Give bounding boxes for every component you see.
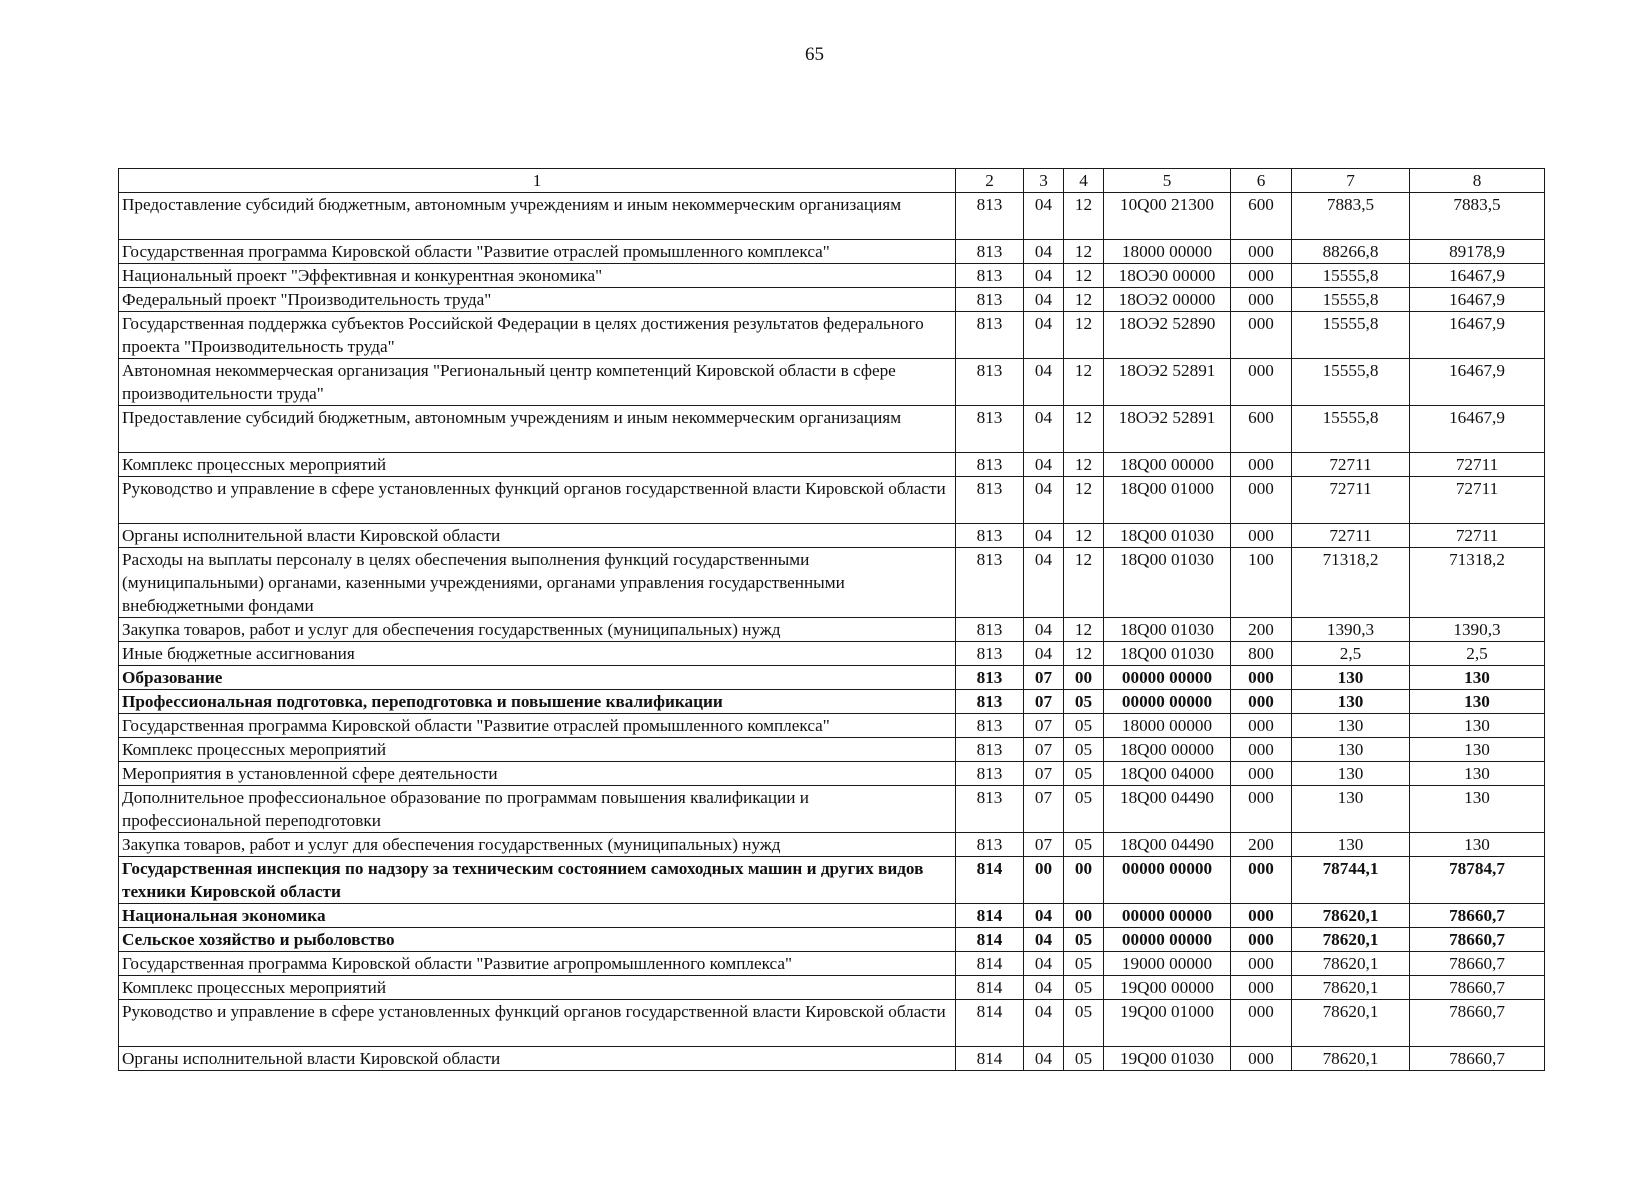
row-expense-type-cell: 000 — [1231, 714, 1292, 738]
table-row — [119, 762, 1545, 786]
row-amount-2-cell: 16467,9 — [1410, 264, 1545, 288]
row-target-article-cell: 00000 00000 — [1104, 928, 1231, 952]
row-name-cell: Государственная инспекция по надзору за техническим состоянием самоходных машин и других видов техники Кировской области — [119, 857, 956, 904]
row-amount-2-cell: 78660,7 — [1410, 1000, 1545, 1047]
row-subsection-cell: 05 — [1064, 762, 1104, 786]
row-target-article-cell: 18000 00000 — [1104, 714, 1231, 738]
row-name-cell: Комплекс процессных мероприятий — [119, 976, 956, 1000]
row-subsection-cell: 12 — [1064, 548, 1104, 618]
row-name-cell: Государственная программа Кировской области "Развитие агропромышленного комплекса" — [119, 952, 956, 976]
row-amount-2-cell: 2,5 — [1410, 642, 1545, 666]
row-name-cell: Предоставление субсидий бюджетным, автономным учреждениям и иным некоммерческим организациям — [119, 406, 956, 453]
row-section-cell: 07 — [1024, 833, 1064, 857]
header-col-8: 8 — [1410, 169, 1545, 193]
row-expense-type-cell: 000 — [1231, 904, 1292, 928]
row-expense-type-cell: 000 — [1231, 288, 1292, 312]
table-row — [119, 714, 1545, 738]
row-target-article-cell: 18Q00 01030 — [1104, 618, 1231, 642]
row-target-article-cell: 18ОЭ2 52891 — [1104, 359, 1231, 406]
row-code-cell: 813 — [956, 618, 1024, 642]
row-amount-1-cell: 71318,2 — [1292, 548, 1410, 618]
row-amount-2-cell: 78660,7 — [1410, 952, 1545, 976]
row-section-cell: 04 — [1024, 904, 1064, 928]
table-row — [119, 952, 1545, 976]
row-target-article-cell: 19Q00 00000 — [1104, 976, 1231, 1000]
row-amount-2-cell: 71318,2 — [1410, 548, 1545, 618]
table-row — [119, 406, 1545, 453]
row-subsection-cell: 12 — [1064, 359, 1104, 406]
row-name-cell: Руководство и управление в сфере установленных функций органов государственной власти Кировской области — [119, 477, 956, 524]
table-row — [119, 193, 1545, 240]
row-code-cell: 813 — [956, 240, 1024, 264]
row-section-cell: 04 — [1024, 359, 1064, 406]
row-target-article-cell: 18Q00 00000 — [1104, 453, 1231, 477]
row-amount-2-cell: 7883,5 — [1410, 193, 1545, 240]
row-code-cell: 814 — [956, 976, 1024, 1000]
row-subsection-cell: 05 — [1064, 833, 1104, 857]
row-target-article-cell: 18Q00 01030 — [1104, 524, 1231, 548]
row-amount-2-cell: 130 — [1410, 833, 1545, 857]
row-expense-type-cell: 200 — [1231, 618, 1292, 642]
row-amount-2-cell: 78660,7 — [1410, 904, 1545, 928]
row-expense-type-cell: 000 — [1231, 786, 1292, 833]
row-amount-2-cell: 72711 — [1410, 524, 1545, 548]
row-subsection-cell: 00 — [1064, 857, 1104, 904]
row-name-cell: Профессиональная подготовка, переподготовка и повышение квалификации — [119, 690, 956, 714]
row-subsection-cell: 05 — [1064, 952, 1104, 976]
row-amount-2-cell: 78660,7 — [1410, 976, 1545, 1000]
row-code-cell: 813 — [956, 312, 1024, 359]
row-name-cell: Автономная некоммерческая организация "Региональный центр компетенций Кировской области в сфере производительности труда" — [119, 359, 956, 406]
table-row — [119, 264, 1545, 288]
row-section-cell: 07 — [1024, 714, 1064, 738]
table-row — [119, 786, 1545, 833]
row-section-cell: 04 — [1024, 618, 1064, 642]
row-expense-type-cell: 000 — [1231, 477, 1292, 524]
row-expense-type-cell: 000 — [1231, 1000, 1292, 1047]
table-row — [119, 548, 1545, 618]
row-section-cell: 04 — [1024, 952, 1064, 976]
table-header-row — [119, 169, 1545, 193]
row-subsection-cell: 12 — [1064, 264, 1104, 288]
row-amount-1-cell: 130 — [1292, 762, 1410, 786]
row-expense-type-cell: 000 — [1231, 762, 1292, 786]
row-expense-type-cell: 000 — [1231, 240, 1292, 264]
table-row — [119, 240, 1545, 264]
row-name-cell: Государственная программа Кировской области "Развитие отраслей промышленного комплекса" — [119, 714, 956, 738]
row-amount-1-cell: 78620,1 — [1292, 952, 1410, 976]
table-row — [119, 618, 1545, 642]
row-amount-2-cell: 130 — [1410, 738, 1545, 762]
row-section-cell: 07 — [1024, 690, 1064, 714]
row-code-cell: 814 — [956, 952, 1024, 976]
row-section-cell: 04 — [1024, 548, 1064, 618]
row-section-cell: 00 — [1024, 857, 1064, 904]
row-expense-type-cell: 000 — [1231, 1047, 1292, 1071]
row-name-cell: Комплекс процессных мероприятий — [119, 738, 956, 762]
row-code-cell: 814 — [956, 1047, 1024, 1071]
table-body — [119, 169, 1545, 1071]
row-expense-type-cell: 100 — [1231, 548, 1292, 618]
row-target-article-cell: 18ОЭ0 00000 — [1104, 264, 1231, 288]
row-amount-1-cell: 88266,8 — [1292, 240, 1410, 264]
row-name-cell: Дополнительное профессиональное образование по программам повышения квалификации и профессиональной переподготовки — [119, 786, 956, 833]
table-row — [119, 1047, 1545, 1071]
row-code-cell: 813 — [956, 193, 1024, 240]
row-target-article-cell: 00000 00000 — [1104, 690, 1231, 714]
row-amount-1-cell: 15555,8 — [1292, 359, 1410, 406]
row-code-cell: 814 — [956, 904, 1024, 928]
table-row — [119, 928, 1545, 952]
row-target-article-cell: 00000 00000 — [1104, 857, 1231, 904]
row-code-cell: 813 — [956, 524, 1024, 548]
row-subsection-cell: 12 — [1064, 193, 1104, 240]
row-name-cell: Органы исполнительной власти Кировской области — [119, 1047, 956, 1071]
row-name-cell: Иные бюджетные ассигнования — [119, 642, 956, 666]
row-subsection-cell: 05 — [1064, 714, 1104, 738]
row-target-article-cell: 18ОЭ2 52891 — [1104, 406, 1231, 453]
row-amount-2-cell: 16467,9 — [1410, 288, 1545, 312]
table-row — [119, 1000, 1545, 1047]
row-expense-type-cell: 600 — [1231, 406, 1292, 453]
row-section-cell: 04 — [1024, 524, 1064, 548]
page-number: 65 — [805, 44, 824, 65]
row-amount-1-cell: 78620,1 — [1292, 928, 1410, 952]
row-amount-1-cell: 130 — [1292, 690, 1410, 714]
row-target-article-cell: 00000 00000 — [1104, 666, 1231, 690]
budget-table — [118, 168, 1545, 1071]
row-amount-2-cell: 72711 — [1410, 453, 1545, 477]
row-section-cell: 04 — [1024, 453, 1064, 477]
row-amount-2-cell: 78660,7 — [1410, 928, 1545, 952]
row-amount-1-cell: 1390,3 — [1292, 618, 1410, 642]
row-amount-1-cell: 15555,8 — [1292, 264, 1410, 288]
row-section-cell: 07 — [1024, 738, 1064, 762]
row-code-cell: 813 — [956, 762, 1024, 786]
row-subsection-cell: 12 — [1064, 477, 1104, 524]
row-code-cell: 814 — [956, 928, 1024, 952]
row-code-cell: 813 — [956, 714, 1024, 738]
row-expense-type-cell: 000 — [1231, 928, 1292, 952]
row-section-cell: 04 — [1024, 477, 1064, 524]
row-amount-1-cell: 130 — [1292, 714, 1410, 738]
table-row — [119, 857, 1545, 904]
row-expense-type-cell: 800 — [1231, 642, 1292, 666]
row-code-cell: 813 — [956, 833, 1024, 857]
row-amount-1-cell: 72711 — [1292, 477, 1410, 524]
row-target-article-cell: 18Q00 01000 — [1104, 477, 1231, 524]
row-expense-type-cell: 000 — [1231, 857, 1292, 904]
row-target-article-cell: 18Q00 04490 — [1104, 833, 1231, 857]
row-section-cell: 07 — [1024, 786, 1064, 833]
row-subsection-cell: 05 — [1064, 690, 1104, 714]
row-subsection-cell: 05 — [1064, 1000, 1104, 1047]
row-amount-1-cell: 2,5 — [1292, 642, 1410, 666]
row-name-cell: Национальная экономика — [119, 904, 956, 928]
row-target-article-cell: 18Q00 01030 — [1104, 642, 1231, 666]
table-row — [119, 833, 1545, 857]
header-col-4: 4 — [1064, 169, 1104, 193]
row-expense-type-cell: 000 — [1231, 666, 1292, 690]
row-amount-1-cell: 130 — [1292, 666, 1410, 690]
row-target-article-cell: 19Q00 01000 — [1104, 1000, 1231, 1047]
row-amount-1-cell: 7883,5 — [1292, 193, 1410, 240]
table-row — [119, 904, 1545, 928]
row-subsection-cell: 12 — [1064, 240, 1104, 264]
row-subsection-cell: 00 — [1064, 904, 1104, 928]
row-expense-type-cell: 000 — [1231, 690, 1292, 714]
row-expense-type-cell: 000 — [1231, 359, 1292, 406]
row-target-article-cell: 18Q00 01030 — [1104, 548, 1231, 618]
row-amount-2-cell: 130 — [1410, 666, 1545, 690]
row-amount-2-cell: 1390,3 — [1410, 618, 1545, 642]
row-code-cell: 813 — [956, 453, 1024, 477]
row-amount-1-cell: 130 — [1292, 833, 1410, 857]
row-subsection-cell: 05 — [1064, 738, 1104, 762]
row-amount-2-cell: 78660,7 — [1410, 1047, 1545, 1071]
row-subsection-cell: 12 — [1064, 406, 1104, 453]
row-amount-2-cell: 16467,9 — [1410, 359, 1545, 406]
row-target-article-cell: 18Q00 04490 — [1104, 786, 1231, 833]
row-amount-2-cell: 78784,7 — [1410, 857, 1545, 904]
row-amount-1-cell: 72711 — [1292, 453, 1410, 477]
row-name-cell: Сельское хозяйство и рыболовство — [119, 928, 956, 952]
row-amount-2-cell: 16467,9 — [1410, 406, 1545, 453]
header-col-6: 6 — [1231, 169, 1292, 193]
row-name-cell: Закупка товаров, работ и услуг для обеспечения государственных (муниципальных) нужд — [119, 618, 956, 642]
row-section-cell: 04 — [1024, 312, 1064, 359]
row-section-cell: 04 — [1024, 928, 1064, 952]
row-code-cell: 813 — [956, 690, 1024, 714]
row-name-cell: Мероприятия в установленной сфере деятельности — [119, 762, 956, 786]
row-expense-type-cell: 000 — [1231, 524, 1292, 548]
row-code-cell: 813 — [956, 359, 1024, 406]
row-amount-1-cell: 15555,8 — [1292, 312, 1410, 359]
row-target-article-cell: 18ОЭ2 52890 — [1104, 312, 1231, 359]
table-row — [119, 666, 1545, 690]
row-section-cell: 04 — [1024, 264, 1064, 288]
row-subsection-cell: 12 — [1064, 524, 1104, 548]
row-section-cell: 04 — [1024, 642, 1064, 666]
row-name-cell: Государственная программа Кировской области "Развитие отраслей промышленного комплекса" — [119, 240, 956, 264]
row-name-cell: Комплекс процессных мероприятий — [119, 453, 956, 477]
row-amount-2-cell: 130 — [1410, 786, 1545, 833]
row-code-cell: 813 — [956, 477, 1024, 524]
row-name-cell: Органы исполнительной власти Кировской области — [119, 524, 956, 548]
table-row — [119, 976, 1545, 1000]
header-col-7: 7 — [1292, 169, 1410, 193]
row-code-cell: 813 — [956, 264, 1024, 288]
row-target-article-cell: 18ОЭ2 00000 — [1104, 288, 1231, 312]
row-section-cell: 04 — [1024, 976, 1064, 1000]
row-subsection-cell: 12 — [1064, 642, 1104, 666]
row-section-cell: 04 — [1024, 1000, 1064, 1047]
table-row — [119, 288, 1545, 312]
row-section-cell: 04 — [1024, 240, 1064, 264]
row-expense-type-cell: 000 — [1231, 264, 1292, 288]
row-name-cell: Государственная поддержка субъектов Российской Федерации в целях достижения результатов федерального проекта "Производительность труда" — [119, 312, 956, 359]
header-col-5: 5 — [1104, 169, 1231, 193]
row-expense-type-cell: 000 — [1231, 453, 1292, 477]
table-row — [119, 453, 1545, 477]
row-amount-1-cell: 78744,1 — [1292, 857, 1410, 904]
row-subsection-cell: 05 — [1064, 928, 1104, 952]
row-code-cell: 814 — [956, 857, 1024, 904]
row-section-cell: 04 — [1024, 193, 1064, 240]
row-amount-1-cell: 78620,1 — [1292, 1000, 1410, 1047]
row-amount-1-cell: 78620,1 — [1292, 1047, 1410, 1071]
row-target-article-cell: 00000 00000 — [1104, 904, 1231, 928]
row-amount-2-cell: 130 — [1410, 714, 1545, 738]
row-amount-2-cell: 130 — [1410, 762, 1545, 786]
row-amount-1-cell: 15555,8 — [1292, 288, 1410, 312]
row-subsection-cell: 00 — [1064, 666, 1104, 690]
row-section-cell: 07 — [1024, 666, 1064, 690]
row-amount-2-cell: 72711 — [1410, 477, 1545, 524]
row-code-cell: 814 — [956, 1000, 1024, 1047]
header-col-3: 3 — [1024, 169, 1064, 193]
table-row — [119, 477, 1545, 524]
table-row — [119, 359, 1545, 406]
row-subsection-cell: 05 — [1064, 976, 1104, 1000]
row-amount-2-cell: 89178,9 — [1410, 240, 1545, 264]
row-code-cell: 813 — [956, 738, 1024, 762]
row-expense-type-cell: 000 — [1231, 952, 1292, 976]
table-row — [119, 524, 1545, 548]
table-row — [119, 642, 1545, 666]
row-code-cell: 813 — [956, 666, 1024, 690]
row-code-cell: 813 — [956, 548, 1024, 618]
row-target-article-cell: 18Q00 04000 — [1104, 762, 1231, 786]
table-row — [119, 312, 1545, 359]
row-name-cell: Закупка товаров, работ и услуг для обеспечения государственных (муниципальных) нужд — [119, 833, 956, 857]
row-subsection-cell: 12 — [1064, 312, 1104, 359]
row-amount-1-cell: 15555,8 — [1292, 406, 1410, 453]
row-target-article-cell: 18000 00000 — [1104, 240, 1231, 264]
row-expense-type-cell: 200 — [1231, 833, 1292, 857]
row-name-cell: Образование — [119, 666, 956, 690]
row-subsection-cell: 05 — [1064, 786, 1104, 833]
row-amount-1-cell: 72711 — [1292, 524, 1410, 548]
row-name-cell: Предоставление субсидий бюджетным, автономным учреждениям и иным некоммерческим организациям — [119, 193, 956, 240]
row-target-article-cell: 19Q00 01030 — [1104, 1047, 1231, 1071]
row-code-cell: 813 — [956, 786, 1024, 833]
row-name-cell: Национальный проект "Эффективная и конкурентная экономика" — [119, 264, 956, 288]
row-expense-type-cell: 000 — [1231, 976, 1292, 1000]
table-row — [119, 690, 1545, 714]
header-col-1: 1 — [119, 169, 956, 193]
row-subsection-cell: 12 — [1064, 618, 1104, 642]
row-code-cell: 813 — [956, 406, 1024, 453]
row-subsection-cell: 12 — [1064, 288, 1104, 312]
row-target-article-cell: 10Q00 21300 — [1104, 193, 1231, 240]
row-amount-2-cell: 130 — [1410, 690, 1545, 714]
row-subsection-cell: 12 — [1064, 453, 1104, 477]
row-amount-1-cell: 78620,1 — [1292, 976, 1410, 1000]
row-section-cell: 04 — [1024, 406, 1064, 453]
header-col-2: 2 — [956, 169, 1024, 193]
row-code-cell: 813 — [956, 288, 1024, 312]
row-amount-1-cell: 130 — [1292, 786, 1410, 833]
row-subsection-cell: 05 — [1064, 1047, 1104, 1071]
row-expense-type-cell: 000 — [1231, 738, 1292, 762]
row-name-cell: Расходы на выплаты персоналу в целях обеспечения выполнения функций государственными (муниципальными) органами, казенными учреждениями, органами управления государственными внебюджетными фондами — [119, 548, 956, 618]
row-amount-1-cell: 130 — [1292, 738, 1410, 762]
row-name-cell: Федеральный проект "Производительность труда" — [119, 288, 956, 312]
row-amount-2-cell: 16467,9 — [1410, 312, 1545, 359]
row-section-cell: 04 — [1024, 288, 1064, 312]
table-row — [119, 738, 1545, 762]
row-amount-1-cell: 78620,1 — [1292, 904, 1410, 928]
row-section-cell: 04 — [1024, 1047, 1064, 1071]
row-expense-type-cell: 600 — [1231, 193, 1292, 240]
row-code-cell: 813 — [956, 642, 1024, 666]
row-section-cell: 07 — [1024, 762, 1064, 786]
row-target-article-cell: 18Q00 00000 — [1104, 738, 1231, 762]
row-expense-type-cell: 000 — [1231, 312, 1292, 359]
row-target-article-cell: 19000 00000 — [1104, 952, 1231, 976]
row-name-cell: Руководство и управление в сфере установленных функций органов государственной власти Кировской области — [119, 1000, 956, 1047]
